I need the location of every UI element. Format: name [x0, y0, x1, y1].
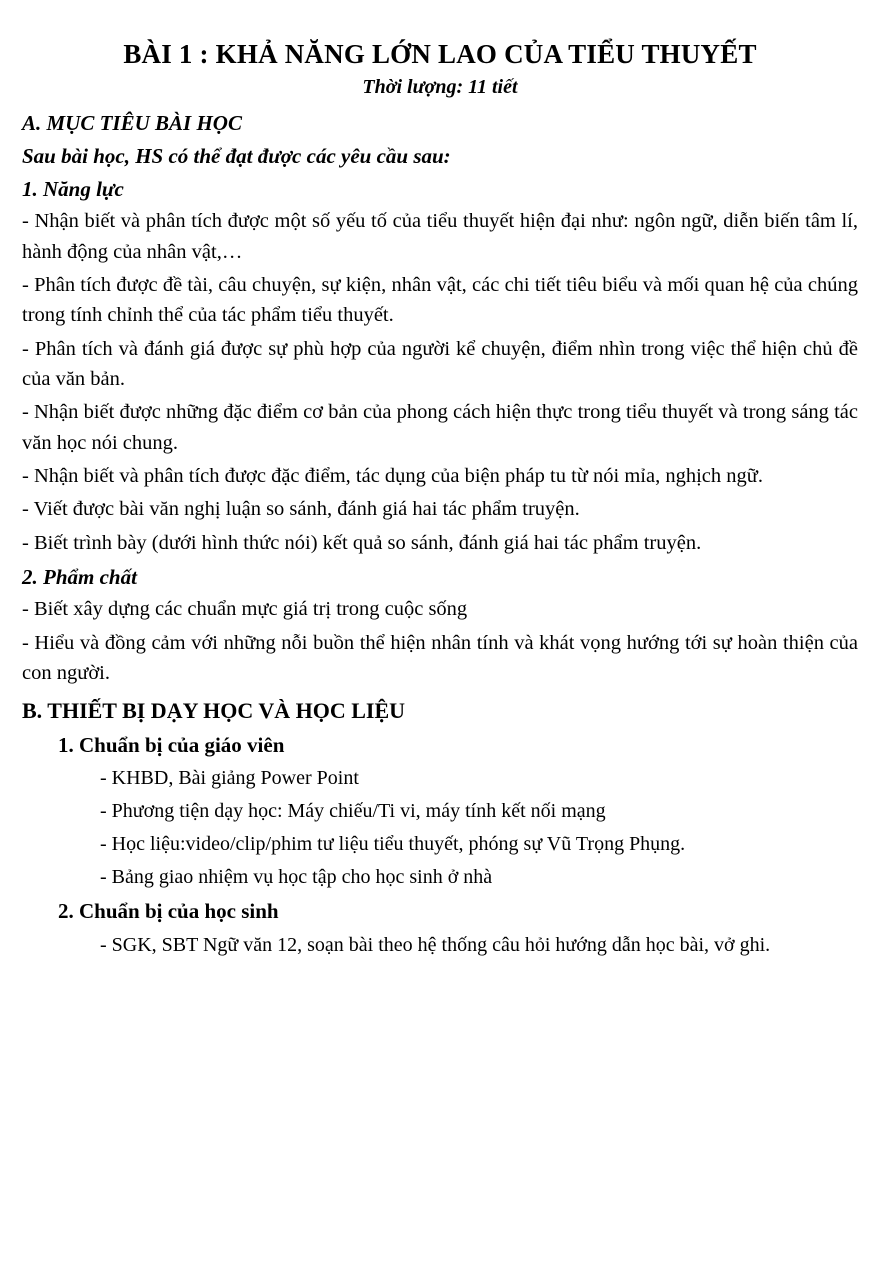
subsection-heading-giao-vien: 1. Chuẩn bị của giáo viên: [58, 733, 285, 758]
list-item-text: - SGK, SBT Ngữ văn 12, soạn bài theo hệ thống câu hỏi hướng dẫn học bài, vở ghi.: [100, 933, 771, 956]
body-line: - Biết xây dựng các chuẩn mực giá trị trong cuộc sống: [22, 598, 468, 621]
body-line: - Nhận biết được những đặc điểm cơ bản của phong cách hiện thực trong tiểu thuyết và trong sáng tác văn học nói chung.: [22, 401, 858, 454]
list-item: - Học liệu:video/clip/phim tư liệu tiểu thuyết, phóng sự Vũ Trọng Phụng.: [100, 833, 686, 856]
body-line: - Hiểu và đồng cảm với những nỗi buồn thể hiện nhân tính và khát vọng hướng tới sự hoàn thiện của con người.: [22, 631, 858, 685]
body-line: - Nhận biết và phân tích được đặc điểm, tác dụng của biện pháp tu từ nói mỉa, nghịch ngữ.: [22, 465, 763, 488]
body-line: - Nhận biết và phân tích được một số yếu tố của tiểu thuyết hiện đại như: ngôn ngữ, diễn biến tâm lí, hành động của nhân vật,…: [22, 210, 858, 263]
list-item: - Bảng giao nhiệm vụ học tập cho học sinh ở nhà: [100, 866, 493, 889]
list-item: - Phương tiện dạy học: Máy chiếu/Ti vi, máy tính kết nối mạng: [100, 800, 606, 823]
body-line: - Biết trình bày (dưới hình thức nói) kết quả so sánh, đánh giá hai tác phẩm truyện.: [22, 531, 702, 554]
body-line: - Viết được bài văn nghị luận so sánh, đánh giá hai tác phẩm truyện.: [22, 498, 580, 521]
list-item: [22, 931, 858, 960]
subsection-heading-hoc-sinh: 2. Chuẩn bị của học sinh: [58, 899, 279, 924]
list-item: - KHBD, Bài giảng Power Point: [100, 767, 359, 790]
page-subtitle: Thời lượng: 11 tiết: [362, 76, 518, 99]
subsection-heading-pham-chat: 2. Phẩm chất: [22, 565, 137, 590]
subsection-heading-nang-luc: 1. Năng lực: [22, 177, 124, 202]
section-heading-b: B. THIẾT BỊ DẠY HỌC VÀ HỌC LIỆU: [22, 698, 406, 724]
section-a-lead: Sau bài học, HS có thể đạt được các yêu cầu sau:: [22, 143, 451, 168]
page-title: BÀI 1 : KHẢ NĂNG LỚN LAO CỦA TIỂU THUYẾT: [123, 39, 757, 69]
body-line: - Phân tích và đánh giá được sự phù hợp của người kể chuyện, điểm nhìn trong việc thể hiện chủ đề của văn bản.: [22, 337, 858, 391]
section-heading-a: A. MỤC TIÊU BÀI HỌC: [22, 111, 242, 136]
body-line: - Phân tích được đề tài, câu chuyện, sự kiện, nhân vật, các chi tiết tiêu biểu và mối quan hệ của chúng trong tính chỉnh thể của tác phẩm tiểu thuyết.: [22, 274, 858, 327]
